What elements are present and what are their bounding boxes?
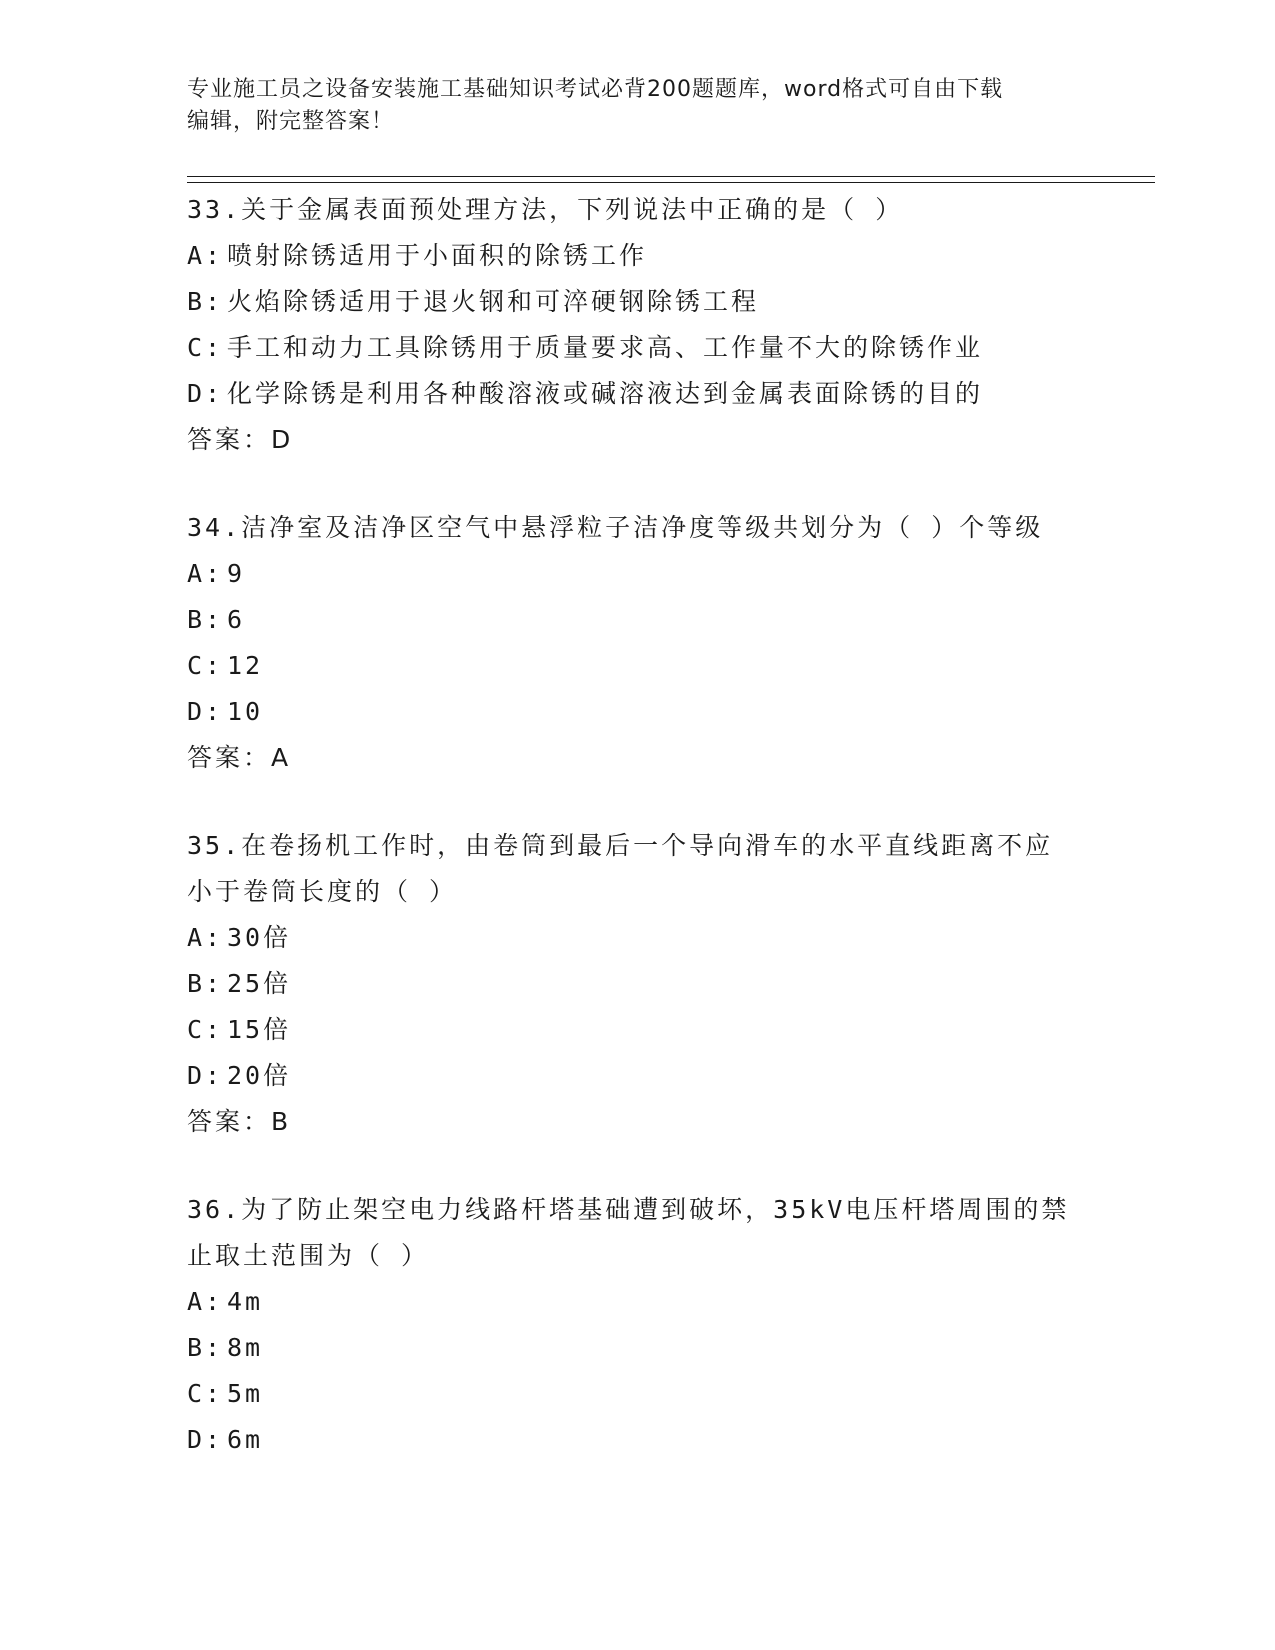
option-d [187, 1417, 1107, 1463]
option-text: 5m [227, 1379, 264, 1408]
option-a [187, 551, 1107, 597]
option-text: 4m [227, 1287, 264, 1316]
option-d [187, 1053, 1107, 1099]
option-c [187, 1371, 1107, 1417]
option-text: 化学除锈是利用各种酸溶液或碱溶液达到金属表面除锈的目的 [227, 379, 984, 408]
option-key: B: [187, 605, 224, 634]
option-key: D: [187, 379, 224, 408]
option-text: 15倍 [227, 1015, 292, 1044]
option-b [187, 279, 1107, 325]
option-a [187, 915, 1107, 961]
option-d [187, 371, 1107, 417]
option-a [187, 1279, 1107, 1325]
option-text: 25倍 [227, 969, 292, 998]
option-d [187, 689, 1107, 735]
option-b [187, 597, 1107, 643]
option-key: A: [187, 559, 224, 588]
question-stem: 34.洁净室及洁净区空气中悬浮粒子洁净度等级共划分为（ ）个等级 [187, 513, 1044, 542]
option-c [187, 325, 1107, 371]
option-key: A: [187, 923, 224, 952]
question-stem-continued: 止取土范围为（ ） [187, 1241, 430, 1270]
header-divider-top [187, 176, 1155, 177]
question-34 [187, 505, 1107, 781]
question-list [187, 187, 1107, 1463]
option-key: D: [187, 1425, 224, 1454]
question-36 [187, 1187, 1107, 1463]
option-key: C: [187, 1015, 224, 1044]
option-b [187, 961, 1107, 1007]
question-stem: 36.为了防止架空电力线路杆塔基础遭到破坏，35kV电压杆塔周围的禁 [187, 1195, 1070, 1224]
option-key: D: [187, 1061, 224, 1090]
option-text: 9 [227, 559, 246, 588]
question-35 [187, 823, 1107, 1145]
option-text: 8m [227, 1333, 264, 1362]
header-line-2: 编辑，附完整答案！ [187, 109, 395, 134]
option-key: A: [187, 1287, 224, 1316]
option-text: 6m [227, 1425, 264, 1454]
option-key: C: [187, 333, 224, 362]
question-stem-continued: 小于卷筒长度的（ ） [187, 877, 458, 906]
option-c [187, 643, 1107, 689]
option-key: B: [187, 1333, 224, 1362]
question-33 [187, 187, 1107, 463]
header-line-1: 专业施工员之设备安装施工基础知识考试必背200题题库，word格式可自由下载 [187, 77, 1004, 102]
option-text: 火焰除锈适用于退火钢和可淬硬钢除锈工程 [227, 287, 760, 316]
option-key: C: [187, 651, 224, 680]
answer-line: 答案：D [187, 425, 294, 454]
question-stem: 35.在卷扬机工作时，由卷筒到最后一个导向滑车的水平直线距离不应 [187, 831, 1054, 860]
option-b [187, 1325, 1107, 1371]
document-header [187, 74, 1087, 138]
option-c [187, 1007, 1107, 1053]
option-key: B: [187, 969, 224, 998]
option-text: 20倍 [227, 1061, 292, 1090]
option-text: 手工和动力工具除锈用于质量要求高、工作量不大的除锈作业 [227, 333, 984, 362]
option-text: 30倍 [227, 923, 292, 952]
option-text: 喷射除锈适用于小面积的除锈工作 [227, 241, 648, 270]
option-text: 6 [227, 605, 246, 634]
option-text: 10 [227, 697, 264, 726]
option-key: B: [187, 287, 224, 316]
option-a [187, 233, 1107, 279]
answer-line: 答案：A [187, 743, 292, 772]
option-key: C: [187, 1379, 224, 1408]
option-key: D: [187, 697, 224, 726]
question-stem: 33.关于金属表面预处理方法，下列说法中正确的是（ ） [187, 195, 904, 224]
answer-line: 答案：B [187, 1107, 292, 1136]
option-text: 12 [227, 651, 264, 680]
header-divider-bottom [187, 182, 1155, 183]
option-key: A: [187, 241, 224, 270]
